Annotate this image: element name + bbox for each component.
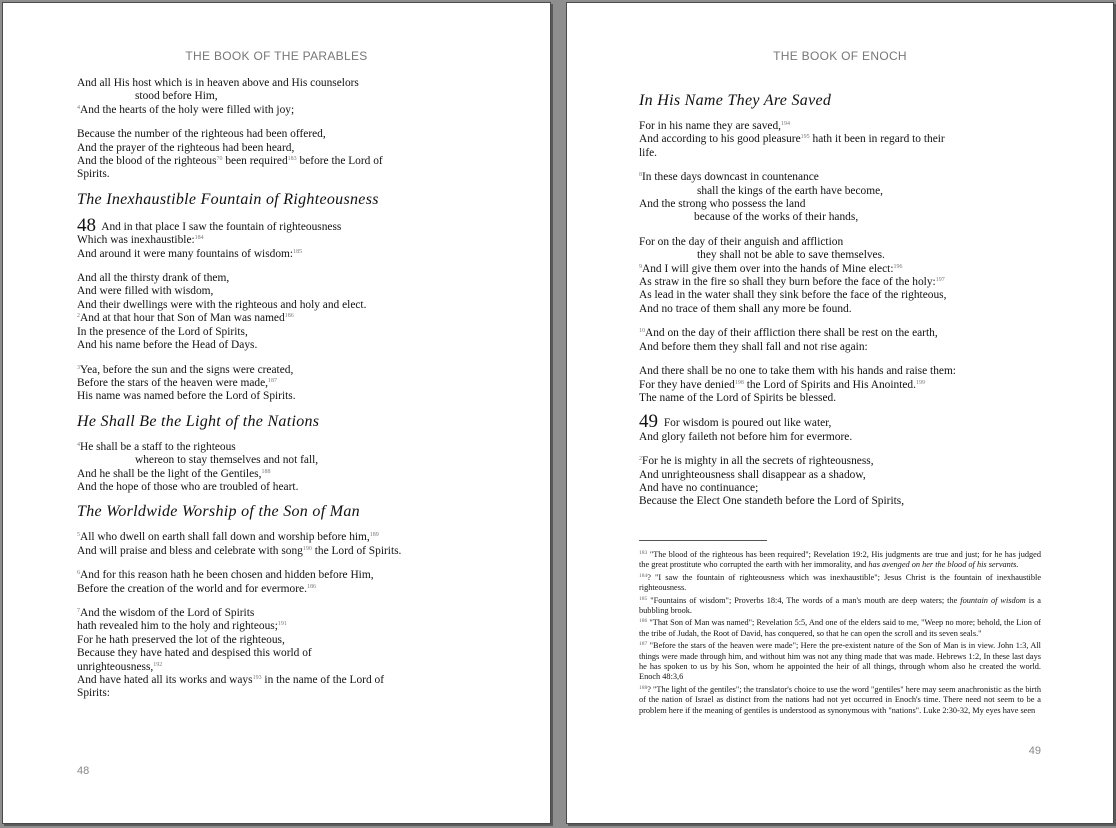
verse-line: Which was inexhaustible:$^{184}$ [77,234,204,247]
verse-number: 10 [639,328,645,335]
text-column [77,77,510,701]
footnote: $^{187}$ "Before the stars of the heaven were made"; Here the pre-existent nature of the Son of Man is in view. John 1:3, All things were made through him, and without him was not any thing made that was made. Hebrews 1:2, In these last days he has spoken to us by his Son, whom he appointed the heir of all things, through whom also he created the world. Enoch 48:3,6 [639,641,1041,682]
footnote: $^{184}$? "I saw the fountain of righteousness which was inexhaustible"; Jesus Christ is the fountain of inexhaustible righteousness. [639,572,1041,593]
verse-line: And no trace of them shall any more be found. [639,302,852,315]
footnote-ref: 188 [261,468,271,475]
verse-line: And the blood of the righteous$^{70}$ been required$^{183}$ before the Lord of [77,155,383,168]
verse-line: life. [639,146,658,159]
verse-line: And will praise and bless and celebrate with song$^{190}$ the Lord of Spirits. [77,544,402,557]
verse-line: Before the stars of the heaven were made,$^{187}$ [77,376,278,389]
footnote: $^{185}$ "Fountains of wisdom"; Proverbs 18:4, The words of a man's mouth are deep waters; the fountain of wisdom is a bubbling brook. [639,595,1041,616]
verse-line: And all His host which is in heaven above and His counselors [77,77,359,89]
verse-line: 48 And in that place I saw the fountain of righteousness [77,214,342,236]
verse-number: 4 [77,104,80,111]
left-page [2,2,551,824]
verse-line: And the prayer of the righteous had been heard, [77,141,295,154]
verse-line: $^3$Yea, before the sun and the signs were created, [77,363,294,376]
footnote-ref: 186 [284,313,294,320]
footnote-ref: 187 [268,377,278,384]
footnote-ref: 190 [302,545,312,552]
verse-line: Because the number of the righteous had been offered, [77,128,326,141]
verse-line: Before the creation of the world and for evermore.$^{186}$ [77,582,316,595]
verse-line: because of the works of their hands, [694,211,859,224]
verse-line: $^2$For he is mighty in all the secrets of righteousness, [639,455,874,468]
verse-line: unrighteousness,$^{192}$ [77,660,163,673]
footnote-ref: 196 [893,263,903,270]
verse-line: 49 For wisdom is poured out like water, [639,411,832,433]
verse-number: 2 [639,456,642,463]
verse-number: 6 [77,570,80,577]
verse-line: $^8$In these days downcast in countenance [639,171,819,184]
verse-line: And their dwellings were with the righteous and holy and elect. [77,298,367,311]
verse-line: hath revealed him to the holy and righteous;$^{191}$ [77,620,287,633]
verse-line: And before them they shall fall and not rise again: [639,340,868,353]
chapter-number: 48 [77,214,96,236]
footnote-ref: 198 [734,379,744,386]
footnotes [639,548,1041,716]
verse-line: For in his name they are saved,$^{194}$ [639,120,791,132]
verse-line: whereon to stay themselves and not fall, [135,454,319,467]
footnote-ref: 184 [194,235,204,242]
verse-line: $^2$And at that hour that Son of Man was named$^{186}$ [77,312,294,325]
verse-number: 3 [77,364,80,371]
footnote-ref: 186 [306,583,316,590]
verse-number: 9 [639,263,642,270]
verse-line: $^4$And the hearts of the holy were filled with joy; [77,103,295,116]
footnote-ref: 185 [293,248,303,255]
text-column [639,91,1063,509]
footnote-ref: 192 [153,661,163,668]
verse-line: For on the day of their anguish and affliction [639,235,844,248]
chapter-number: 49 [639,411,658,433]
verse-number: 2 [77,313,80,320]
page-number: 49 [1028,745,1041,757]
verse-line: And around it were many fountains of wisdom:$^{185}$ [77,247,303,260]
right-page [566,2,1114,824]
verse-line: As straw in the fire so shall they burn before the face of the holy:$^{197}$ [639,276,945,289]
verse-line: And according to his good pleasure$^{195}$ hath it been in regard to their [639,133,945,146]
verse-line: Spirits. [77,168,110,181]
section-heading: In His Name They Are Saved [639,92,832,109]
footnote: $^{183}$ "The blood of the righteous has been required"; Revelation 19:2, His judgments are true and just; for he has judged the great prostitute who corrupted the earth with her immorality, and has avenged on her the blood of his servants. [639,550,1041,570]
verse-line: $^{10}$And on the day of their affliction there shall be rest on the earth, [639,327,938,340]
verse-line: As lead in the water shall they sink before the face of the righteous, [639,289,947,302]
section-heading: The Inexhaustible Fountain of Righteousness [77,190,379,208]
verse-line: And the hope of those who are troubled of heart. [77,480,299,493]
footnote-ref: 193 [252,675,262,681]
footnote-divider [639,540,767,541]
verse-line: $^4$He shall be a staff to the righteous [77,440,236,453]
verse-number: 5 [77,532,80,539]
footnote-ref: 197 [935,277,945,284]
page-number: 48 [77,765,90,777]
footnote-ref: 183 [287,156,297,163]
footnote-ref: 189 [369,532,379,539]
footnote: $^{188}$? "The light of the gentiles"; the translator's choice to use the word "gentiles" here may seem anachronistic as the birth of the nation of Israel as distinct from the nations had not yet occurred in Enoch's time. There need not seem to be a problem here if the meaning of gentiles is understood as synonymous with "nations". Luke 2:30-32, My eyes have seen [639,684,1041,715]
verse-line: $^7$And the wisdom of the Lord of Spirits [77,606,255,619]
verse-line: And have no continuance; [639,481,759,494]
verse-line: For he hath preserved the lot of the righteous, [77,633,285,646]
footnote-ref: 194 [781,121,791,127]
verse-line: And the strong who possess the land [639,198,806,211]
footnote: $^{186}$ "That Son of Man was named"; Revelation 5:5, And one of the elders said to me, "Weep no more; behold, the Lion of the tribe of Judah, the Root of David, has conquered, so that he can open the scroll and its seven seals." [639,618,1041,638]
verse-line: they shall not be able to save themselves. [697,249,885,262]
verse-line: stood before Him, [135,90,218,103]
verse-line: And unrighteousness shall disappear as a shadow, [639,468,866,481]
verse-line: In the presence of the Lord of Spirits, [77,325,248,338]
running-head: THE BOOK OF ENOCH [773,49,907,63]
verse-number: 7 [77,607,80,614]
footnote-ref: 195 [800,134,810,141]
verse-line: His name was named before the Lord of Spirits. [77,390,296,403]
verse-line: Spirits: [77,687,110,700]
running-head: THE BOOK OF THE PARABLES [185,49,368,63]
verse-number: 4 [77,441,80,448]
verse-line: $^9$And I will give them over into the hands of Mine elect:$^{196}$ [639,262,903,275]
verse-line: For they have denied$^{198}$ the Lord of Spirits and His Anointed.$^{199}$ [639,378,925,391]
verse-line: Because they have hated and despised this world of [77,647,312,660]
verse-number: 8 [639,172,642,179]
section-heading: He Shall Be the Light of the Nations [77,412,320,430]
verse-line: And he shall be the light of the Gentiles,$^{188}$ [77,467,271,480]
section-heading: The Worldwide Worship of the Son of Man [77,503,360,521]
verse-line: And there shall be no one to take them with his hands and raise them: [639,365,956,378]
verse-line: And were filled with wisdom, [77,285,214,298]
footnote-ref: 70 [216,156,223,163]
verse-line: And his name before the Head of Days. [77,339,258,352]
verse-line: $^5$All who dwell on earth shall fall down and worship before him,$^{189}$ [77,531,379,544]
verse-line: And all the thirsty drank of them, [77,272,230,285]
verse-line: Because the Elect One standeth before the Lord of Spirits, [639,495,905,508]
verse-line: And have hated all its works and ways$^{193}$ in the name of the Lord of [77,674,384,686]
footnote-ref: 191 [277,621,287,628]
verse-line: The name of the Lord of Spirits be blessed. [639,391,837,404]
verse-line: $^6$And for this reason hath he been chosen and hidden before Him, [77,569,374,582]
verse-line: shall the kings of the earth have become, [697,184,883,197]
verse-line: And glory faileth not before him for evermore. [639,430,853,443]
footnote-ref: 199 [915,379,925,386]
